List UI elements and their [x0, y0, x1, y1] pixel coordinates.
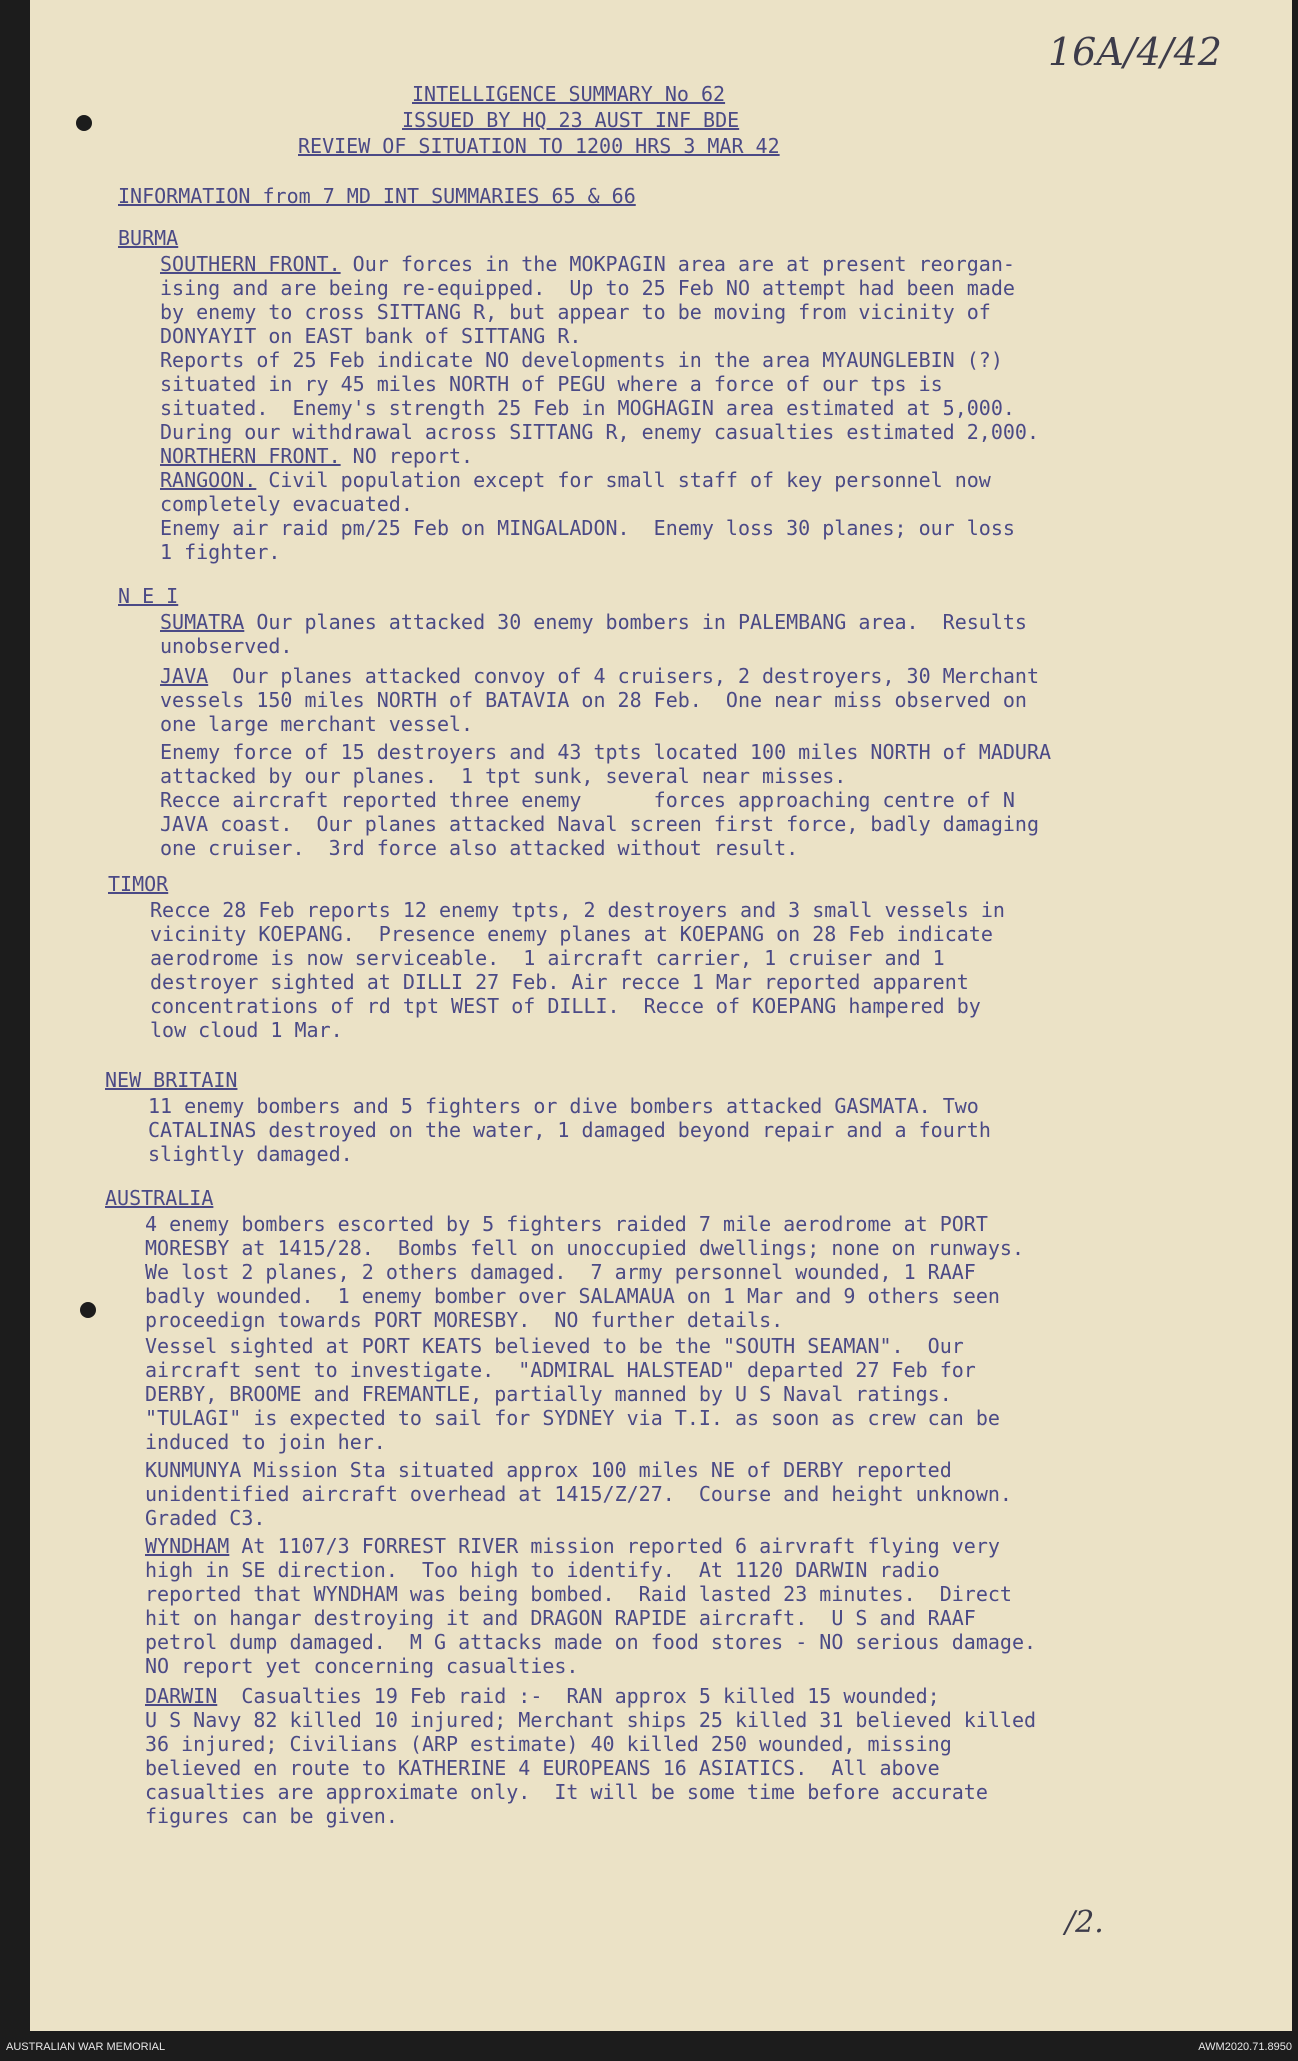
australia-line-18: petrol dump damaged. M G attacks made on food stores - NO serious damage.: [145, 1630, 1037, 1654]
australia-line-16: reported that WYNDHAM was being bombed. Raid lasted 23 minutes. Direct: [145, 1582, 1012, 1606]
nei-line-8: Recce aircraft reported three enemy forces approaching centre of N: [160, 788, 1015, 812]
australia-line-20: [145, 1684, 940, 1708]
timor-line-4: destroyer sighted at DILLI 27 Feb. Air recce 1 Mar reported apparent: [150, 970, 969, 994]
typed-text: [30, 0, 1052, 1920]
timor-heading: TIMOR: [108, 872, 169, 896]
southern-front-label: SOUTHERN FRONT.: [160, 252, 341, 276]
australia-line-7: aircraft sent to investigate. "ADMIRAL HALSTEAD" departed 27 Feb for: [145, 1358, 976, 1382]
archive-footer: [0, 2031, 1298, 2061]
burma-line-3: by enemy to cross SITTANG R, but appear to be moving from vicinity of: [160, 300, 991, 324]
burma-line-4: DONYAYIT on EAST bank of SITTANG R.: [160, 324, 582, 348]
burma-line-12: Enemy air raid pm/25 Feb on MINGALADON. Enemy loss 30 planes; our loss: [160, 516, 1015, 540]
australia-line-6: Vessel sighted at PORT KEATS believed to be the "SOUTH SEAMAN". Our: [145, 1334, 964, 1358]
punch-hole-bottom: [80, 1302, 96, 1318]
handwritten-reference: 16A/4/42: [1048, 30, 1222, 74]
burma-line-13: 1 fighter.: [160, 540, 281, 564]
punch-hole-top: [76, 115, 92, 131]
burma-line-2: ising and are being re-equipped. Up to 25 Feb NO attempt had been made: [160, 276, 1015, 300]
nei-text-1: Our planes attacked 30 enemy bombers in PALEMBANG area. Results: [244, 610, 1027, 634]
timor-line-2: vicinity KOEPANG. Presence enemy planes at KOEPANG on 28 Feb indicate: [150, 922, 993, 946]
timor-line-3: aerodrome is now serviceable. 1 aircraft carrier, 1 cruiser and 1: [150, 946, 945, 970]
australia-line-5: proceedign towards PORT MORESBY. NO further details.: [145, 1308, 784, 1332]
australia-line-1: 4 enemy bombers escorted by 5 fighters raided 7 mile aerodrome at PORT: [145, 1212, 988, 1236]
australia-line-15: high in SE direction. Too high to identify. At 1120 DARWIN radio: [145, 1558, 940, 1582]
australia-line-8: DERBY, BROOME and FREMANTLE, partially manned by U S Naval ratings.: [145, 1382, 952, 1406]
sumatra-label: SUMATRA: [160, 610, 245, 634]
info-heading: INFORMATION from 7 MD INT SUMMARIES 65 & 66: [118, 184, 636, 208]
australia-heading: AUSTRALIA: [105, 1186, 214, 1210]
burma-line-6: situated in ry 45 miles NORTH of PEGU where a force of our tps is: [160, 372, 943, 396]
australia-line-11: KUNMUNYA Mission Sta situated approx 100 miles NE of DERBY reported: [145, 1458, 952, 1482]
burma-text-9: NO report.: [340, 444, 474, 468]
nei-text-3: Our planes attacked convoy of 4 cruisers, 2 destroyers, 30 Merchant: [208, 664, 1040, 688]
darwin-label: DARWIN: [145, 1684, 218, 1708]
nei-line-1: [160, 610, 1027, 634]
nei-heading: N E I: [118, 584, 179, 608]
nei-line-7: attacked by our planes. 1 tpt sunk, several near misses.: [160, 764, 847, 788]
australia-line-9: "TULAGI" is expected to sail for SYDNEY via T.I. as soon as crew can be: [145, 1406, 1000, 1430]
australia-line-21: U S Navy 82 killed 10 injured; Merchant ships 25 killed 31 believed killed: [145, 1708, 1037, 1732]
footer-source: AUSTRALIAN WAR MEMORIAL: [6, 2041, 166, 2053]
document-page: [30, 0, 1292, 2031]
burma-line-7: situated. Enemy's strength 25 Feb in MOGHAGIN area estimated at 5,000.: [160, 396, 1015, 420]
australia-line-13: Graded C3.: [145, 1506, 266, 1530]
australia-line-2: MORESBY at 1415/28. Bombs fell on unoccupied dwellings; none on runways.: [145, 1236, 1024, 1260]
australia-line-25: figures can be given.: [145, 1804, 398, 1828]
australia-text-20: Casualties 19 Feb raid :- RAN approx 5 killed 15 wounded;: [217, 1684, 940, 1708]
burma-line-11: completely evacuated.: [160, 492, 413, 516]
header-line-1: INTELLIGENCE SUMMARY No 62: [412, 82, 726, 106]
australia-line-22: 36 injured; Civilians (ARP estimate) 40 killed 250 wounded, missing: [145, 1732, 952, 1756]
burma-text-1: Our forces in the MOKPAGIN area are at present reorgan-: [340, 252, 1015, 276]
burma-text-10: Civil population except for small staff of key personnel now: [256, 468, 991, 492]
timor-line-6: low cloud 1 Mar.: [150, 1018, 343, 1042]
nei-line-3: [160, 664, 1039, 688]
australia-line-23: believed en route to KATHERINE 4 EUROPEANS 16 ASIATICS. All above: [145, 1756, 940, 1780]
northern-front-label: NORTHERN FRONT.: [160, 444, 341, 468]
australia-text-14: At 1107/3 FORREST RIVER mission reported 6 airvraft flying very: [229, 1534, 1000, 1558]
header-line-2: ISSUED BY HQ 23 AUST INF BDE: [402, 108, 740, 132]
java-label: JAVA: [160, 664, 209, 688]
new-britain-line-2: CATALINAS destroyed on the water, 1 damaged beyond repair and a fourth: [148, 1118, 991, 1142]
footer-accession-number: AWM2020.71.8950: [1198, 2041, 1292, 2053]
burma-heading: BURMA: [118, 226, 179, 250]
nei-line-5: one large merchant vessel.: [160, 712, 474, 736]
new-britain-line-1: 11 enemy bombers and 5 fighters or dive bombers attacked GASMATA. Two: [148, 1094, 979, 1118]
australia-line-4: badly wounded. 1 enemy bomber over SALAMAUA on 1 Mar and 9 others seen: [145, 1284, 1000, 1308]
new-britain-heading: NEW BRITAIN: [105, 1068, 238, 1092]
australia-line-3: We lost 2 planes, 2 others damaged. 7 army personnel wounded, 1 RAAF: [145, 1260, 976, 1284]
rangoon-label: RANGOON.: [160, 468, 257, 492]
australia-line-19: NO report yet concerning casualties.: [145, 1654, 579, 1678]
australia-line-24: casualties are approximate only. It will be some time before accurate: [145, 1780, 988, 1804]
timor-line-5: concentrations of rd tpt WEST of DILLI. Recce of KOEPANG hampered by: [150, 994, 981, 1018]
burma-line-10: [160, 468, 991, 492]
australia-line-17: hit on hangar destroying it and DRAGON RAPIDE aircraft. U S and RAAF: [145, 1606, 976, 1630]
wyndham-label: WYNDHAM: [145, 1534, 230, 1558]
burma-line-9: [160, 444, 473, 468]
australia-line-14: [145, 1534, 1000, 1558]
nei-line-2: unobserved.: [160, 634, 293, 658]
burma-line-8: During our withdrawal across SITTANG R, enemy casualties estimated 2,000.: [160, 420, 1039, 444]
handwritten-page-number: /2.: [1065, 1905, 1104, 1940]
new-britain-line-3: slightly damaged.: [148, 1142, 353, 1166]
header-line-3: REVIEW OF SITUATION TO 1200 HRS 3 MAR 42: [298, 134, 780, 158]
timor-line-1: Recce 28 Feb reports 12 enemy tpts, 2 destroyers and 3 small vessels in: [150, 898, 1005, 922]
nei-line-10: one cruiser. 3rd force also attacked without result.: [160, 836, 799, 860]
burma-line-5: Reports of 25 Feb indicate NO developments in the area MYAUNGLEBIN (?): [160, 348, 1003, 372]
australia-line-12: unidentified aircraft overhead at 1415/Z/27. Course and height unknown.: [145, 1482, 1012, 1506]
nei-line-4: vessels 150 miles NORTH of BATAVIA on 28 Feb. One near miss observed on: [160, 688, 1027, 712]
australia-line-10: induced to join her.: [145, 1430, 386, 1454]
nei-line-6: Enemy force of 15 destroyers and 43 tpts located 100 miles NORTH of MADURA: [160, 740, 1052, 764]
nei-line-9: JAVA coast. Our planes attacked Naval screen first force, badly damaging: [160, 812, 1039, 836]
burma-line-1: [160, 252, 1015, 276]
